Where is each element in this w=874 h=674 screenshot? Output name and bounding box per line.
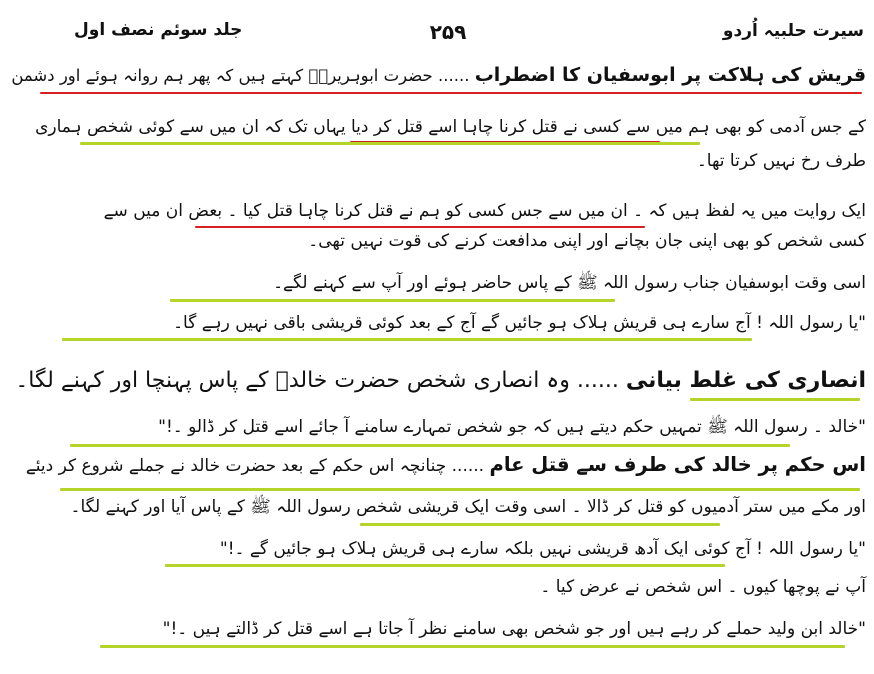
red-underline (40, 92, 862, 94)
green-underline (70, 444, 790, 447)
green-underline (80, 142, 700, 145)
section-heading: قریش کی ہلاکت پر ابوسفیان کا اضطراب (474, 64, 866, 86)
text-line (15, 368, 866, 394)
text-line: "خالد ابن ولید حملے کر رہے ہیں اور جو شخص بھی سامنے نظر آ جاتا ہے اسے قتل کر ڈالتے ہیں ۔!" (162, 619, 866, 639)
volume-label: جلد سوئم نصف اول (74, 20, 243, 40)
green-underline (360, 523, 720, 526)
text-line: اسی وقت ابوسفیان جناب رسول اللہ ﷺ کے پاس حاضر ہوئے اور آپ سے کہنے لگے۔ (273, 273, 866, 293)
text-line: "یا رسول اللہ ! آج کوئی ایک آدھ قریشی نہیں بلکہ سارے ہی قریش ہلاک ہو جائیں گے ۔!" (219, 539, 866, 559)
green-underline (60, 488, 860, 491)
green-underline (170, 299, 615, 302)
line-text: ...... حضرت ابوہریرہؓ کہتے ہیں کہ پھر ہم روانہ ہوئے اور دشمن (11, 66, 470, 85)
section-heading: اس حکم پر خالد کی طرف سے قتل عام (489, 453, 866, 476)
green-underline (100, 645, 845, 648)
text-line: کسی شخص کو بھی اپنی جان بچانے اور اپنی مدافعت کرنے کی قوت نہیں تھی۔ (308, 231, 866, 251)
green-underline (62, 338, 752, 341)
text-line (26, 452, 866, 479)
green-underline (690, 398, 860, 401)
text-line: طرف رخ نہیں کرتا تھا۔ (696, 151, 866, 171)
text-line: "یا رسول اللہ ! آج سارے ہی قریش ہلاک ہو جائیں گے آج کے بعد کوئی قریشی باقی نہیں رہے گا۔ (173, 313, 866, 333)
text-line: ایک روایت میں یہ لفظ ہیں کہ ۔ ان میں سے جس کسی کو ہم نے قتل کرنا چاہا قتل کیا ۔ بعض ان میں سے (103, 201, 866, 221)
text-line (11, 62, 866, 89)
line-text: ...... چنانچہ اس حکم کے بعد حضرت خالد نے جملے شروع کر دیئے (25, 456, 485, 476)
text-line: آپ نے پوچھا کیوں ۔ اس شخص نے عرض کیا ۔ (540, 577, 866, 597)
text-line: کے جس آدمی کو بھی ہم میں سے کسی نے قتل کرنا چاہا اسے قتل کر دیا یہاں تک کہ ان میں سے کوئی شخص ہماری (35, 117, 866, 137)
line-text: ...... وہ انصاری شخص حضرت خالدؓ کے پاس پہنچا اور کہنے لگا۔ (15, 368, 619, 393)
green-underline (165, 564, 725, 567)
text-line: "خالد ۔ رسول اللہ ﷺ تمہیں حکم دیتے ہیں کہ جو شخص تمہارے سامنے آ جائے اسے قتل کر ڈالو ۔!" (158, 417, 866, 437)
text-line: اور مکے میں ستر آدمیوں کو قتل کر ڈالا ۔ اسی وقت ایک قریشی شخص رسول اللہ ﷺ کے پاس آیا اور کہنے لگا۔ (70, 497, 866, 517)
section-heading: انصاری کی غلط بیانی (625, 368, 866, 393)
book-title: سیرت حلبیہ اُردو (722, 21, 864, 41)
page-number: ۲۵۹ (429, 20, 467, 44)
